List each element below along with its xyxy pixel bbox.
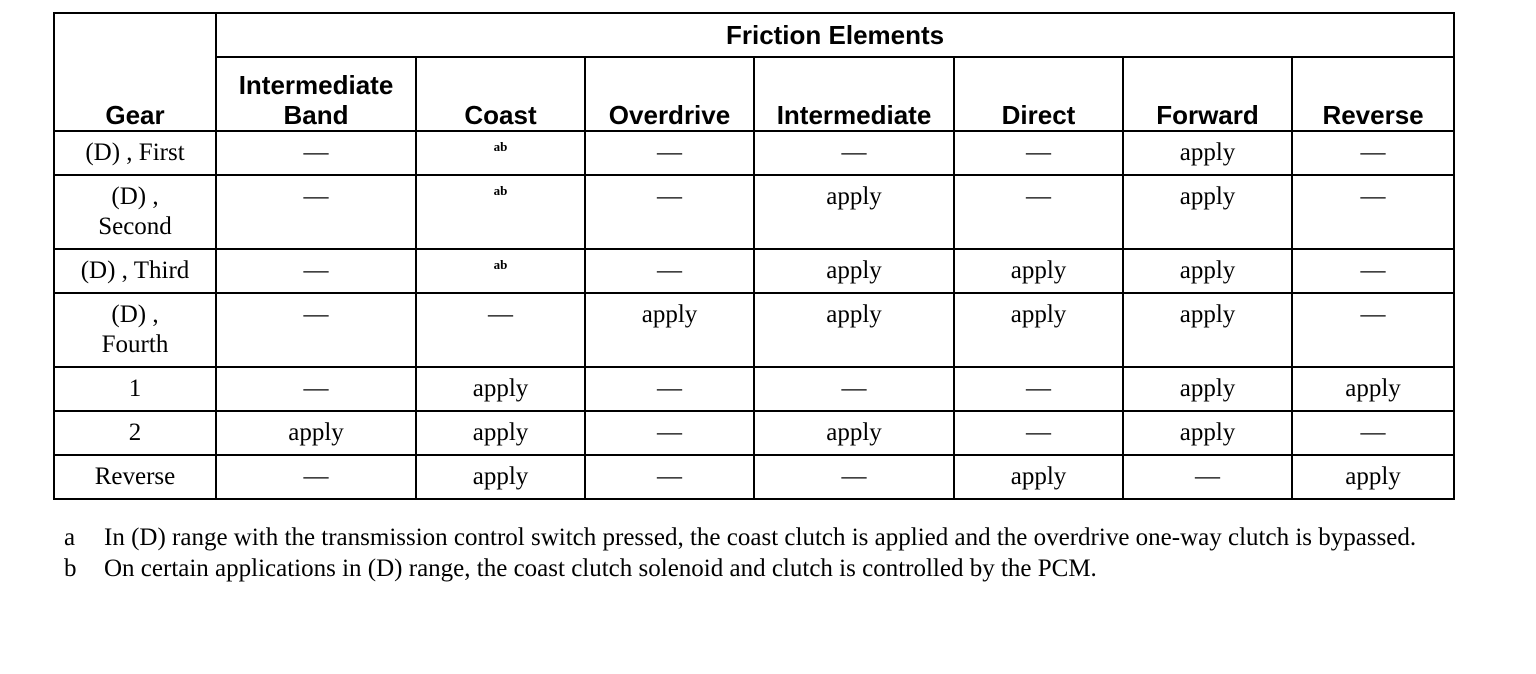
not-applied-cell: — — [754, 131, 954, 175]
not-applied-cell: — — [585, 411, 754, 455]
gear-cell: (D) , Fourth — [54, 293, 216, 367]
footnote-reference: ab — [493, 183, 508, 198]
gear-column-header: Gear — [54, 13, 216, 131]
table-body — [54, 131, 1454, 499]
not-applied-cell: — — [954, 411, 1123, 455]
apply-cell: apply — [754, 411, 954, 455]
apply-cell: apply — [416, 411, 585, 455]
table-row — [54, 367, 1454, 411]
apply-cell: apply — [416, 367, 585, 411]
table-row — [54, 455, 1454, 499]
apply-cell: apply — [1292, 367, 1454, 411]
apply-cell: apply — [1123, 411, 1292, 455]
not-applied-cell: — — [216, 367, 416, 411]
gear-cell: (D) , Second — [54, 175, 216, 249]
not-applied-cell: — — [1292, 411, 1454, 455]
not-applied-cell: — — [1292, 293, 1454, 367]
not-applied-cell: — — [954, 131, 1123, 175]
apply-cell: apply — [1123, 131, 1292, 175]
not-applied-cell: — — [585, 455, 754, 499]
not-applied-cell: — — [416, 293, 585, 367]
not-applied-cell: — — [954, 367, 1123, 411]
not-applied-cell: — — [1123, 455, 1292, 499]
not-applied-cell: — — [954, 175, 1123, 249]
footnote-reference: ab — [493, 139, 508, 154]
table-row — [54, 293, 1454, 367]
apply-cell: apply — [754, 249, 954, 293]
gear-cell: 1 — [54, 367, 216, 411]
not-applied-cell: — — [216, 293, 416, 367]
apply-cell: apply — [954, 249, 1123, 293]
not-applied-cell: — — [585, 175, 754, 249]
column-header: Overdrive — [585, 57, 754, 131]
column-header: Forward — [1123, 57, 1292, 131]
footnote — [64, 522, 1424, 553]
apply-cell: apply — [1123, 249, 1292, 293]
column-header: Intermediate — [754, 57, 954, 131]
gear-cell: 2 — [54, 411, 216, 455]
not-applied-cell: — — [585, 249, 754, 293]
apply-cell: apply — [954, 455, 1123, 499]
footnote-mark: b — [64, 555, 77, 582]
not-applied-cell: — — [585, 367, 754, 411]
not-applied-cell: — — [216, 249, 416, 293]
column-header: Intermediate Band — [216, 57, 416, 131]
footnote-ref-cell — [416, 249, 585, 293]
column-header-row — [54, 57, 1454, 131]
gear-cell: (D) , First — [54, 131, 216, 175]
footnote-text: In (D) range with the transmission control switch pressed, the coast clutch is applied and the overdrive one-way clutch is bypassed. — [104, 524, 1417, 551]
apply-cell: apply — [1123, 367, 1292, 411]
footnote-ref-cell — [416, 175, 585, 249]
apply-cell: apply — [754, 175, 954, 249]
apply-cell: apply — [216, 411, 416, 455]
footnote-reference: ab — [493, 257, 508, 272]
footnote-ref-cell — [416, 131, 585, 175]
footnotes — [64, 522, 1424, 584]
column-header: Coast — [416, 57, 585, 131]
not-applied-cell: — — [216, 175, 416, 249]
apply-cell: apply — [585, 293, 754, 367]
apply-cell: apply — [1292, 455, 1454, 499]
not-applied-cell: — — [216, 455, 416, 499]
column-header: Direct — [954, 57, 1123, 131]
not-applied-cell: — — [585, 131, 754, 175]
not-applied-cell: — — [216, 131, 416, 175]
apply-cell: apply — [1123, 293, 1292, 367]
apply-cell: apply — [416, 455, 585, 499]
not-applied-cell: — — [754, 455, 954, 499]
not-applied-cell: — — [754, 367, 954, 411]
footnote-mark: a — [64, 524, 76, 551]
footnote-text: On certain applications in (D) range, the coast clutch solenoid and clutch is controlled by the PCM. — [104, 555, 1097, 582]
apply-cell: apply — [954, 293, 1123, 367]
footnote — [64, 553, 1424, 584]
table-row — [54, 249, 1454, 293]
column-header: Reverse — [1292, 57, 1454, 131]
table-row — [54, 131, 1454, 175]
friction-elements-header: Friction Elements — [216, 13, 1454, 57]
table-row — [54, 175, 1454, 249]
friction-elements-table — [53, 12, 1455, 500]
gear-cell: Reverse — [54, 455, 216, 499]
not-applied-cell: — — [1292, 175, 1454, 249]
not-applied-cell: — — [1292, 249, 1454, 293]
not-applied-cell: — — [1292, 131, 1454, 175]
gear-cell: (D) , Third — [54, 249, 216, 293]
apply-cell: apply — [754, 293, 954, 367]
table-row — [54, 411, 1454, 455]
apply-cell: apply — [1123, 175, 1292, 249]
